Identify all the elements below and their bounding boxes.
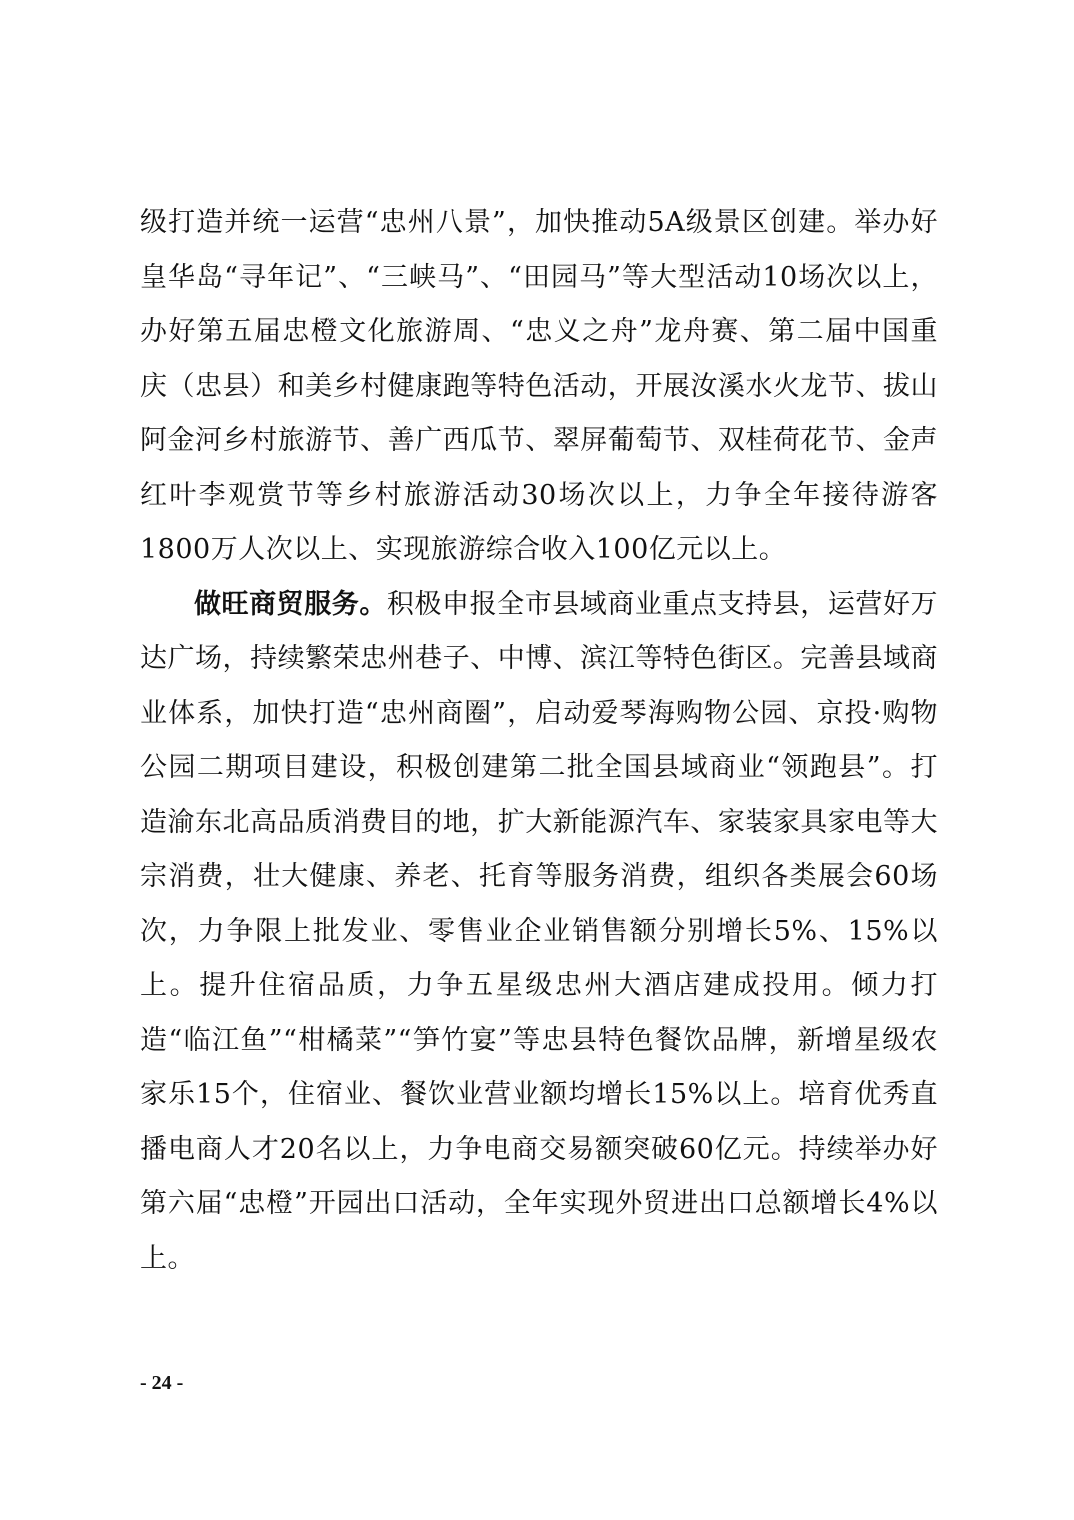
- paragraph-commerce-heading: 做旺商贸服务。: [194, 588, 387, 620]
- paragraph-commerce-text: 积极申报全市县域商业重点支持县，运营好万达广场，持续繁荣忠州巷子、中博、滨江等特色街区。完善县域商业体系，加快打造“忠州商圈”，启动爱琴海购物公园、京投·购物公园二期项目建设，积极创建第二批全国县域商业“领跑县”。打造渝东北高品质消费目的地，扩大新能源汽车、家装家具家电等大宗消费，壮大健康、养老、托育等服务消费，组织各类展会60场次，力争限上批发业、零售业企业销售额分别增长5%、15%以上。提升住宿品质，力争五星级忠州大酒店建成投用。倾力打造“临江鱼”“柑橘菜”“笋竹宴”等忠县特色餐饮品牌，新增星级农家乐15个，住宿业、餐饮业营业额均增长15%以上。培育优秀直播电商人才20名以上，力争电商交易额突破60亿元。持续举办好第六届“忠橙”开园出口活动，全年实现外贸进出口总额增长4%以上。: [140, 588, 939, 1274]
- paragraph-tourism: [140, 196, 938, 578]
- paragraph-tourism-text: 级打造并统一运营“忠州八景”，加快推动5A级景区创建。举办好皇华岛“寻年记”、“三峡马”、“田园马”等大型活动10场次以上，办好第五届忠橙文化旅游周、“忠义之舟”龙舟赛、第二届中国重庆（忠县）和美乡村健康跑等特色活动，开展汝溪水火龙节、拔山阿金河乡村旅游节、善广西瓜节、翠屏葡萄节、双桂荷花节、金声红叶李观赏节等乡村旅游活动30场次以上，力争全年接待游客1800万人次以上、实现旅游综合收入100亿元以上。: [140, 207, 938, 565]
- document-body: [140, 196, 938, 1286]
- page-number: - 24 -: [140, 1372, 184, 1394]
- paragraph-commerce: [140, 578, 938, 1287]
